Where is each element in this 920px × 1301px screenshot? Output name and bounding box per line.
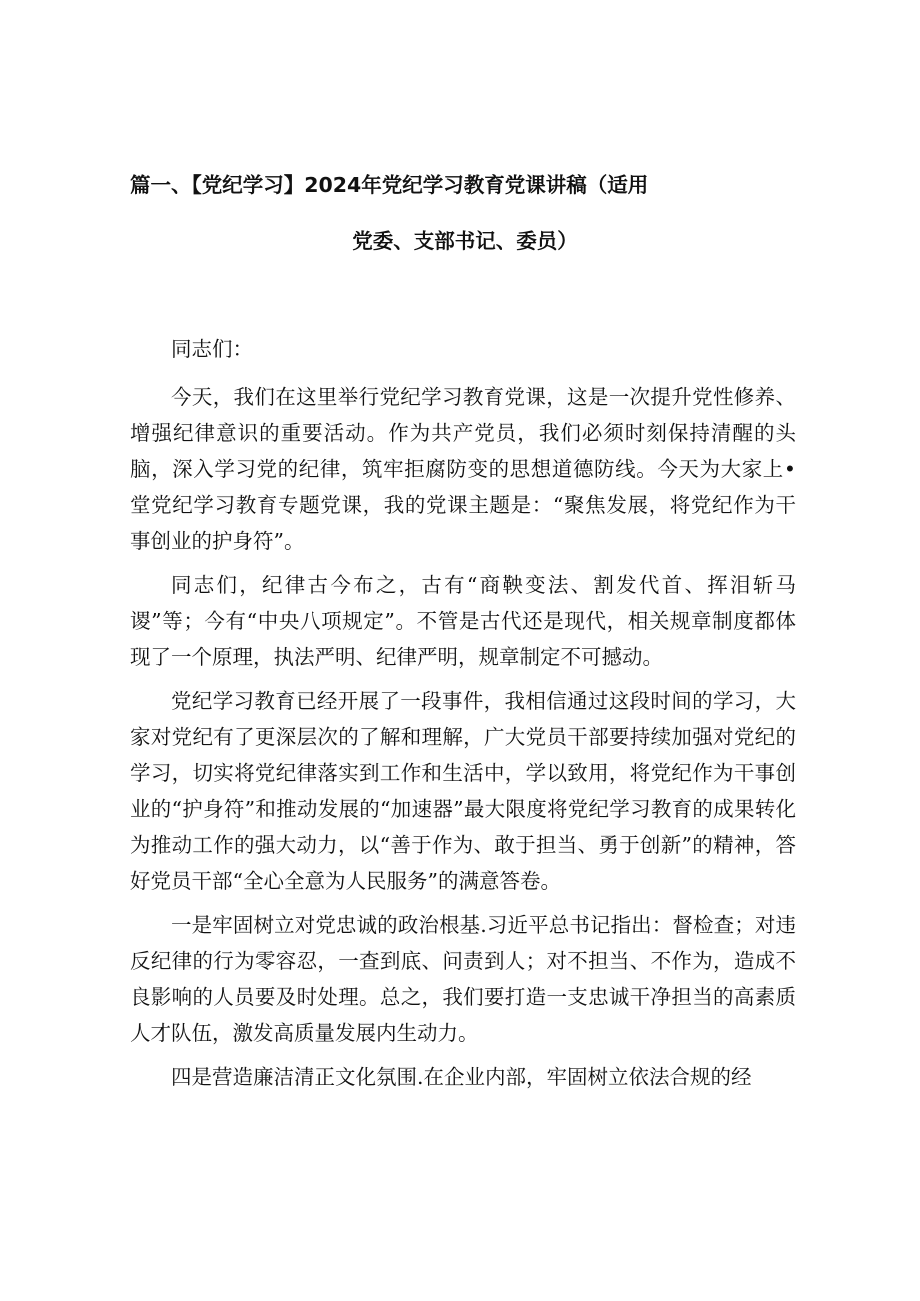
greeting: 同志们： bbox=[171, 337, 253, 361]
document-title-line-2: 党委、支部书记、委员） bbox=[352, 229, 578, 253]
document-title-line-1: 篇一、【党纪学习】2024年党纪学习教育党课讲稿（适用 bbox=[130, 173, 649, 197]
document-body bbox=[130, 331, 796, 1103]
paragraph-point-four: 四是营造廉洁清正文化氛围.在企业内部，牢固树立依法合规的经 bbox=[171, 1065, 752, 1089]
paragraph-education-progress: 党纪学习教育已经开展了一段事件，我相信通过这段时间的学习，大家对党纪有了更深层次的了解和理解，广大党员干部要持续加强对党纪的学习，切实将党纪律落实到工作和生活中，学以致用，将党纪作为干事创业的“护身符”和推动发展的“加速器”最大限度将党纪学习教育的成果转化为推动工作的强大动力，以“善于作为、敢于担当、勇于创新”的精神，答好党员干部“全心全意为人民服务”的满意答卷。 bbox=[130, 689, 796, 893]
paragraph-point-one: 一是牢固树立对党忠诚的政治根基.习近平总书记指出：督检查；对违反纪律的行为零容忍，一查到底、问责到人；对不担当、不作为，造成不良影响的人员要及时处理。总之，我们要打造一支忠诚干净担当的高素质人才队伍，激发高质量发展内生动力。 bbox=[130, 913, 796, 1045]
paragraph-opening: 今天，我们在这里举行党纪学习教育党课，这是一次提升党性修养、增强纪律意识的重要活动。作为共产党员，我们必须时刻保持清醒的头脑，深入学习党的纪律，筑牢拒腐防变的思想道德防线。今天为大家上•堂党纪学习教育专题党课，我的党课主题是：“聚焦发展，将党纪作为干事创业的护身符”。 bbox=[130, 385, 796, 553]
paragraph-discipline-history: 同志们，纪律古今布之，古有“商鞅变法、割发代首、挥泪斩马谡”等；今有“中央八项规定”。不管是古代还是现代，相关规章制度都体现了一个原理，执法严明、纪律严明，规章制定不可撼动。 bbox=[130, 573, 796, 669]
